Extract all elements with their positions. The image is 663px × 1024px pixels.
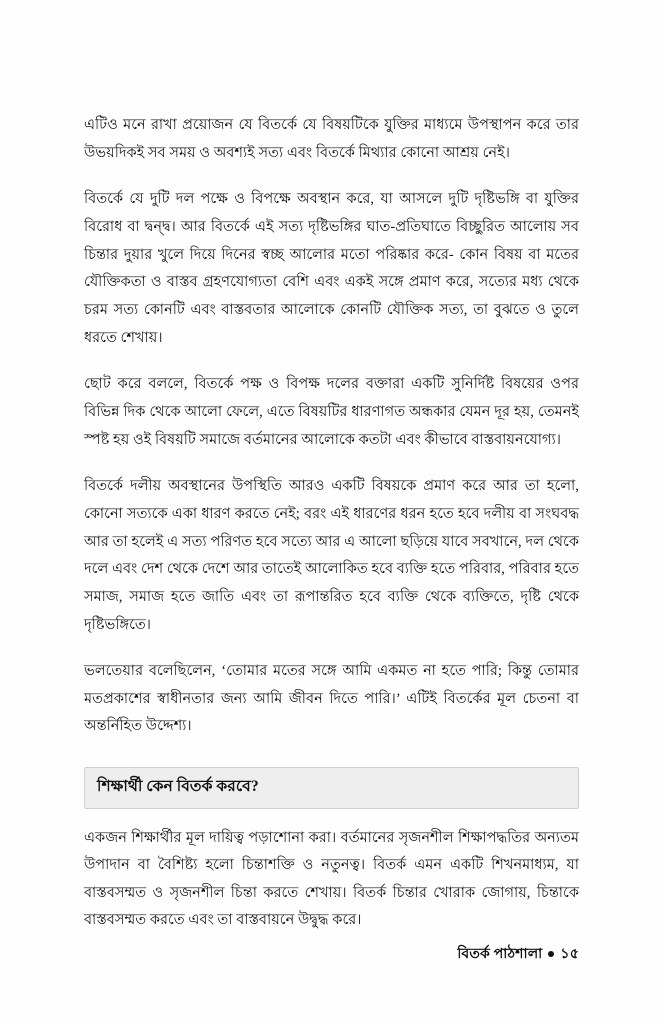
- footer-book-title: বিতর্ক পাঠশালা: [457, 947, 543, 962]
- page-footer: [84, 942, 579, 966]
- paragraph-1: এটিও মনে রাখা প্রয়োজন যে বিতর্কে যে বিষয়টিকে যুক্তির মাধ্যমে উপস্থাপন করে তার উভয়দিকই সব সময় ও অবশ্যই সত্য এবং বিতর্কে মিথ্যার কোনো আশ্রয় নেই।: [84, 117, 579, 161]
- section-heading: শিক্ষার্থী কেন বিতর্ক করবে?: [84, 767, 579, 808]
- paragraph-2: বিতর্কে যে দুটি দল পক্ষে ও বিপক্ষে অবস্থান করে, যা আসলে দুটি দৃষ্টিভঙ্গি বা যুক্তির বিরোধ বা দ্বন্দ্ব। আর বিতর্কে এই সত্য দৃষ্টিভঙ্গির ঘাত-প্রতিঘাতে বিচ্ছুরিত আলোয় সব চিন্তার দুয়ার খুলে দিয়ে দিনের স্বচ্ছ আলোর মতো পরিষ্কার করে- কোন বিষয় বা মতের যৌক্তিকতা ও বাস্তব গ্রহণযোগ্যতা বেশি এবং একই সঙ্গে প্রমাণ করে, সত্যের মধ্য থেকে চরম সত্য কোনটি এবং বাস্তবতার আলোকে কোনটি যৌক্তিক সত্য, তা বুঝতে ও তুলে ধরতে শেখায়।: [84, 191, 579, 346]
- section-paragraph-1: একজন শিক্ষার্থীর মূল দায়িত্ব পড়াশোনা করা। বর্তমানের সৃজনশীল শিক্ষাপদ্ধতির অন্যতম উপাদান বা বৈশিষ্ট্য হলো চিন্তাশক্তি ও নতুনত্ব। বিতর্ক এমন একটি শিখনমাধ্যম, যা বাস্তবসম্মত ও সৃজনশীল চিন্তা করতে শেখায়। বিতর্ক চিন্তার খোরাক জোগায়, চিন্তাকে বাস্তবসম্মত করতে এবং তা বাস্তবায়নে উদ্বুদ্ধ করে।: [84, 829, 579, 929]
- footer-page-number: ১৫: [560, 947, 579, 962]
- paragraph-4: বিতর্কে দলীয় অবস্থানের উপস্থিতি আরও একটি বিষয়কে প্রমাণ করে আর তা হলো, কোনো সত্যকে একা ধারণ করতে নেই; বরং এই ধারণের ধরন হতে হবে দলীয় বা সংঘবদ্ধ আর তা হলেই এ সত্য পরিণত হবে সত্যে আর এ আলো ছড়িয়ে যাবে সবখানে, দল থেকে দলে এবং দেশ থেকে দেশে আর তাতেই আলোকিত হবে ব্যক্তি হতে পরিবার, পরিবার হতে সমাজ, সমাজ হতে জাতি এবং তা রূপান্তরিত হবে ব্যক্তি থেকে ব্যক্তিতে, দৃষ্টি থেকে দৃষ্টিভঙ্গিতে।: [84, 478, 579, 633]
- paragraph-5: ভলতেয়ার বলেছিলেন, ‘তোমার মতের সঙ্গে আমি একমত না হতে পারি; কিন্তু তোমার মতপ্রকাশের স্বাধীনতার জন্য আমি জীবন দিতে পারি।’ এটিই বিতর্কের মূল চেতনা বা অন্তর্নিহিত উদ্দেশ্য।: [84, 663, 579, 735]
- footer-dot-separator: [548, 951, 554, 957]
- page-content: [84, 112, 579, 954]
- paragraph-3: ছোট করে বললে, বিতর্কে পক্ষ ও বিপক্ষ দলের বক্তারা একটি সুনির্দিষ্ট বিষয়ের ওপর বিভিন্ন দিক থেকে আলো ফেলে, এতে বিষয়টির ধারণাগত অন্ধকার যেমন দূর হয়, তেমনই স্পষ্ট হয় ওই বিষয়টি সমাজে বর্তমানের আলোকে কতটা এবং কীভাবে বাস্তবায়নযোগ্য।: [84, 376, 579, 448]
